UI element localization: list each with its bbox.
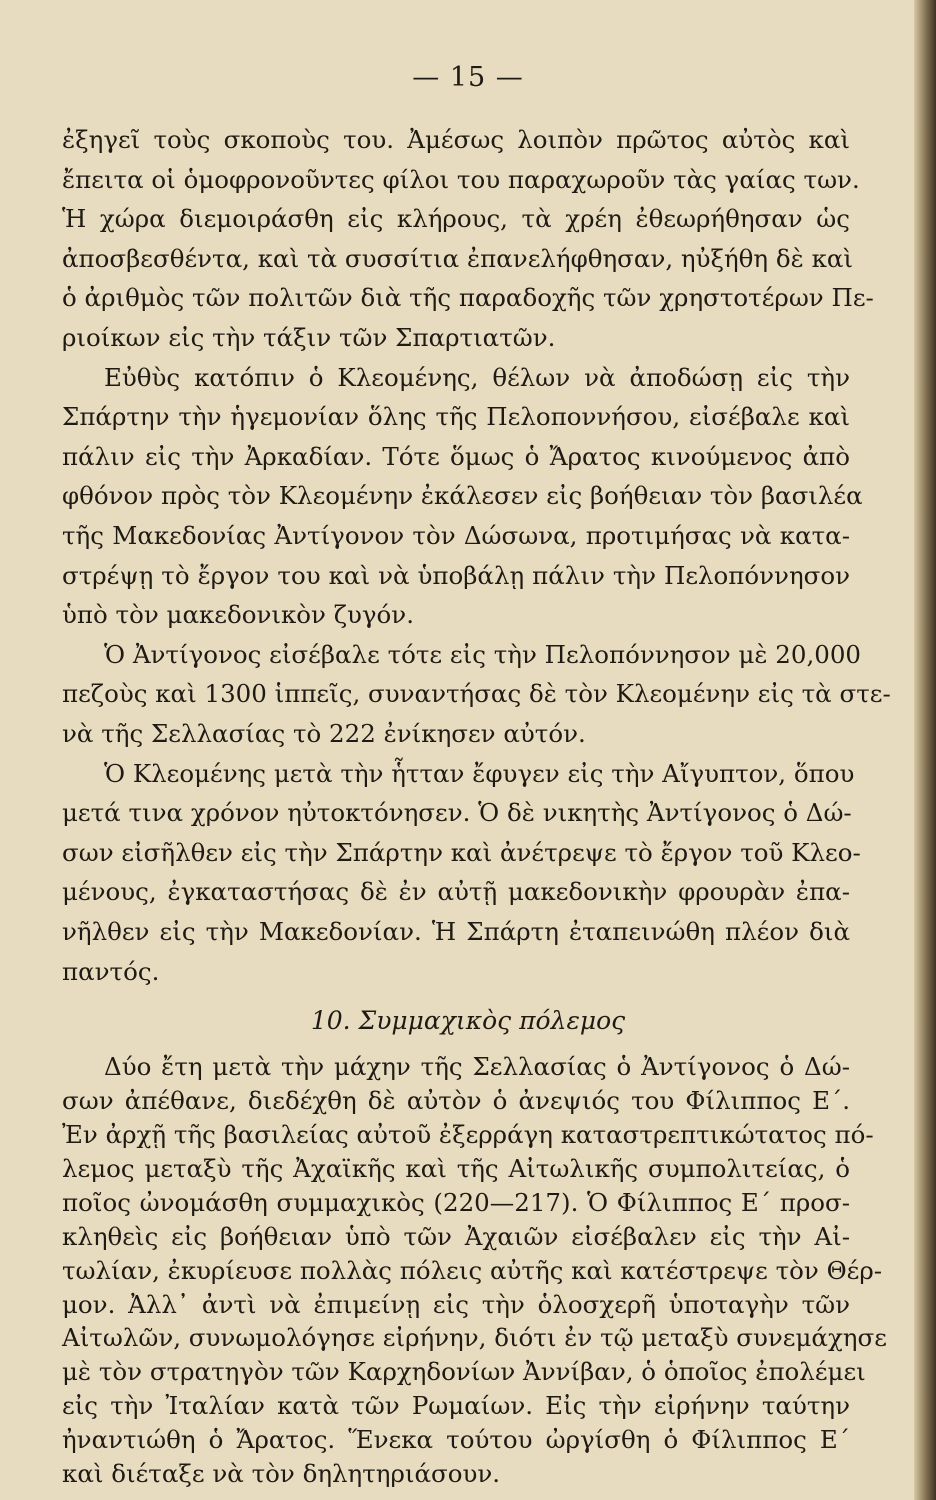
text-line: στρέψῃ τὸ ἔργον του καὶ νὰ ὑποβάλῃ πάλιν τὴν Πελοπόννησον xyxy=(62,561,850,590)
section-heading: 10. Συμμαχικὸς πόλεμος xyxy=(310,1006,626,1035)
text-line: Ἐν ἀρχῇ τῆς βασιλείας αὐτοῦ ἐξερράγη καταστρεπτικώτατος πό- xyxy=(62,1120,874,1149)
text-line: Ὁ Κλεομένης μετὰ τὴν ἧτταν ἔφυγεν εἰς τὴν Αἴγυπτον, ὅπου xyxy=(104,759,855,788)
text-line: ὁ ἀριθμὸς τῶν πολιτῶν διὰ τῆς παραδοχῆς τῶν χρηστοτέρων Πε- xyxy=(62,283,874,312)
text-line: Δύο ἔτη μετὰ τὴν μάχην τῆς Σελλασίας ὁ Ἀντίγονος ὁ Δώ- xyxy=(104,1052,850,1081)
text-line: Σπάρτην τὴν ἡγεμονίαν ὅλης τῆς Πελοποννήσου, εἰσέβαλε καὶ xyxy=(62,402,850,431)
text-line: ἠναντιώθη ὁ Ἄρατος. Ἕνεκα τούτου ὠργίσθη ὁ Φίλιππος Ε΄ xyxy=(62,1425,850,1454)
text-line: φθόνον πρὸς τὸν Κλεομένην ἐκάλεσεν εἰς βοήθειαν τὸν βασιλέα xyxy=(62,481,863,510)
text-line: Ὁ Ἀντίγονος εἰσέβαλε τότε εἰς τὴν Πελοπόννησον μὲ 20,000 xyxy=(104,640,862,669)
text-line: λεμος μεταξὺ τῆς Ἀχαϊκῆς καὶ τῆς Αἰτωλικῆς συμπολιτείας, ὁ xyxy=(62,1154,850,1183)
text-line: ἀποσβεσθέντα, καὶ τὰ συσσίτια ἐπανελήφθησαν, ηὐξήθη δὲ καὶ xyxy=(62,244,854,273)
text-line: ριοίκων εἰς τὴν τάξιν τῶν Σπαρτιατῶν. xyxy=(62,323,556,352)
text-line: μὲ τὸν στρατηγὸν τῶν Καρχηδονίων Ἀννίβαν, ὁ ὁποῖος ἐπολέμει xyxy=(62,1357,866,1386)
text-line: μετά τινα χρόνον ηὐτοκτόνησεν. Ὁ δὲ νικητὴς Ἀντίγονος ὁ Δώ- xyxy=(62,798,852,827)
text-line: σων ἀπέθανε, διεδέχθη δὲ αὐτὸν ὁ ἀνεψιός του Φίλιππος Ε΄. xyxy=(62,1086,850,1115)
text-line: μον. Ἀλλ᾽ ἀντὶ νὰ ἐπιμείνῃ εἰς τὴν ὁλοσχερῆ ὑποταγὴν τῶν xyxy=(62,1290,850,1319)
page-number: — 15 — xyxy=(412,62,524,93)
text-line: παντός. xyxy=(62,957,160,986)
text-line: πεζοὺς καὶ 1300 ἱππεῖς, συναντήσας δὲ τὸν Κλεομένην εἰς τὰ στε- xyxy=(62,679,891,708)
text-line: ἔπειτα οἱ ὁμοφρονοῦντες φίλοι του παραχωροῦν τὰς γαίας των. xyxy=(62,165,860,194)
text-line: Εὐθὺς κατόπιν ὁ Κλεομένης, θέλων νὰ ἀποδώσῃ εἰς τὴν xyxy=(104,363,850,392)
text-line: τωλίαν, ἐκυρίευσε πολλὰς πόλεις αὐτῆς καὶ κατέστρεψε τὸν Θέρ- xyxy=(62,1256,883,1285)
page-edge-shadow xyxy=(914,0,936,1500)
text-line: εἰς τὴν Ἰταλίαν κατὰ τῶν Ρωμαίων. Εἰς τὴν εἰρήνην ταύτην xyxy=(62,1391,850,1420)
text-line: σων εἰσῆλθεν εἰς τὴν Σπάρτην καὶ ἀνέτρεψε τὸ ἔργον τοῦ Κλεο- xyxy=(62,838,861,867)
text-line: νῆλθεν εἰς τὴν Μακεδονίαν. Ἡ Σπάρτη ἐταπεινώθη πλέον διὰ xyxy=(62,917,850,946)
text-line: τῆς Μακεδονίας Ἀντίγονον τὸν Δώσωνα, προτιμήσας νὰ κατα- xyxy=(62,521,850,550)
text-line: μένους, ἐγκαταστήσας δὲ ἐν αὐτῇ μακεδονικὴν φρουρὰν ἐπα- xyxy=(62,877,850,906)
text-line: καὶ διέταξε νὰ τὸν δηλητηριάσουν. xyxy=(62,1459,501,1488)
text-line: κληθεὶς εἰς βοήθειαν ὑπὸ τῶν Ἀχαιῶν εἰσέβαλεν εἰς τὴν Αἰ- xyxy=(62,1222,850,1251)
text-line: Ἡ χώρα διεμοιράσθη εἰς κλήρους, τὰ χρέη ἐθεωρήθησαν ὡς xyxy=(62,204,850,233)
text-line: Αἰτωλῶν, συνωμολόγησε εἰρήνην, διότι ἐν τῷ μεταξὺ συνεμάχησε xyxy=(62,1323,887,1352)
text-line: πάλιν εἰς τὴν Ἀρκαδίαν. Τότε ὅμως ὁ Ἄρατος κινούμενος ἀπὸ xyxy=(62,442,850,471)
text-line: ποῖος ὠνομάσθη συμμαχικὸς (220—217). Ὁ Φίλιππος Ε΄ προσ- xyxy=(62,1188,850,1217)
text-line: ἐξηγεῖ τοὺς σκοποὺς του. Ἀμέσως λοιπὸν πρῶτος αὐτὸς καὶ xyxy=(62,125,850,154)
text-line: ὑπὸ τὸν μακεδονικὸν ζυγόν. xyxy=(62,600,414,629)
text-line: νὰ τῆς Σελλασίας τὸ 222 ἐνίκησεν αὐτόν. xyxy=(62,719,586,748)
